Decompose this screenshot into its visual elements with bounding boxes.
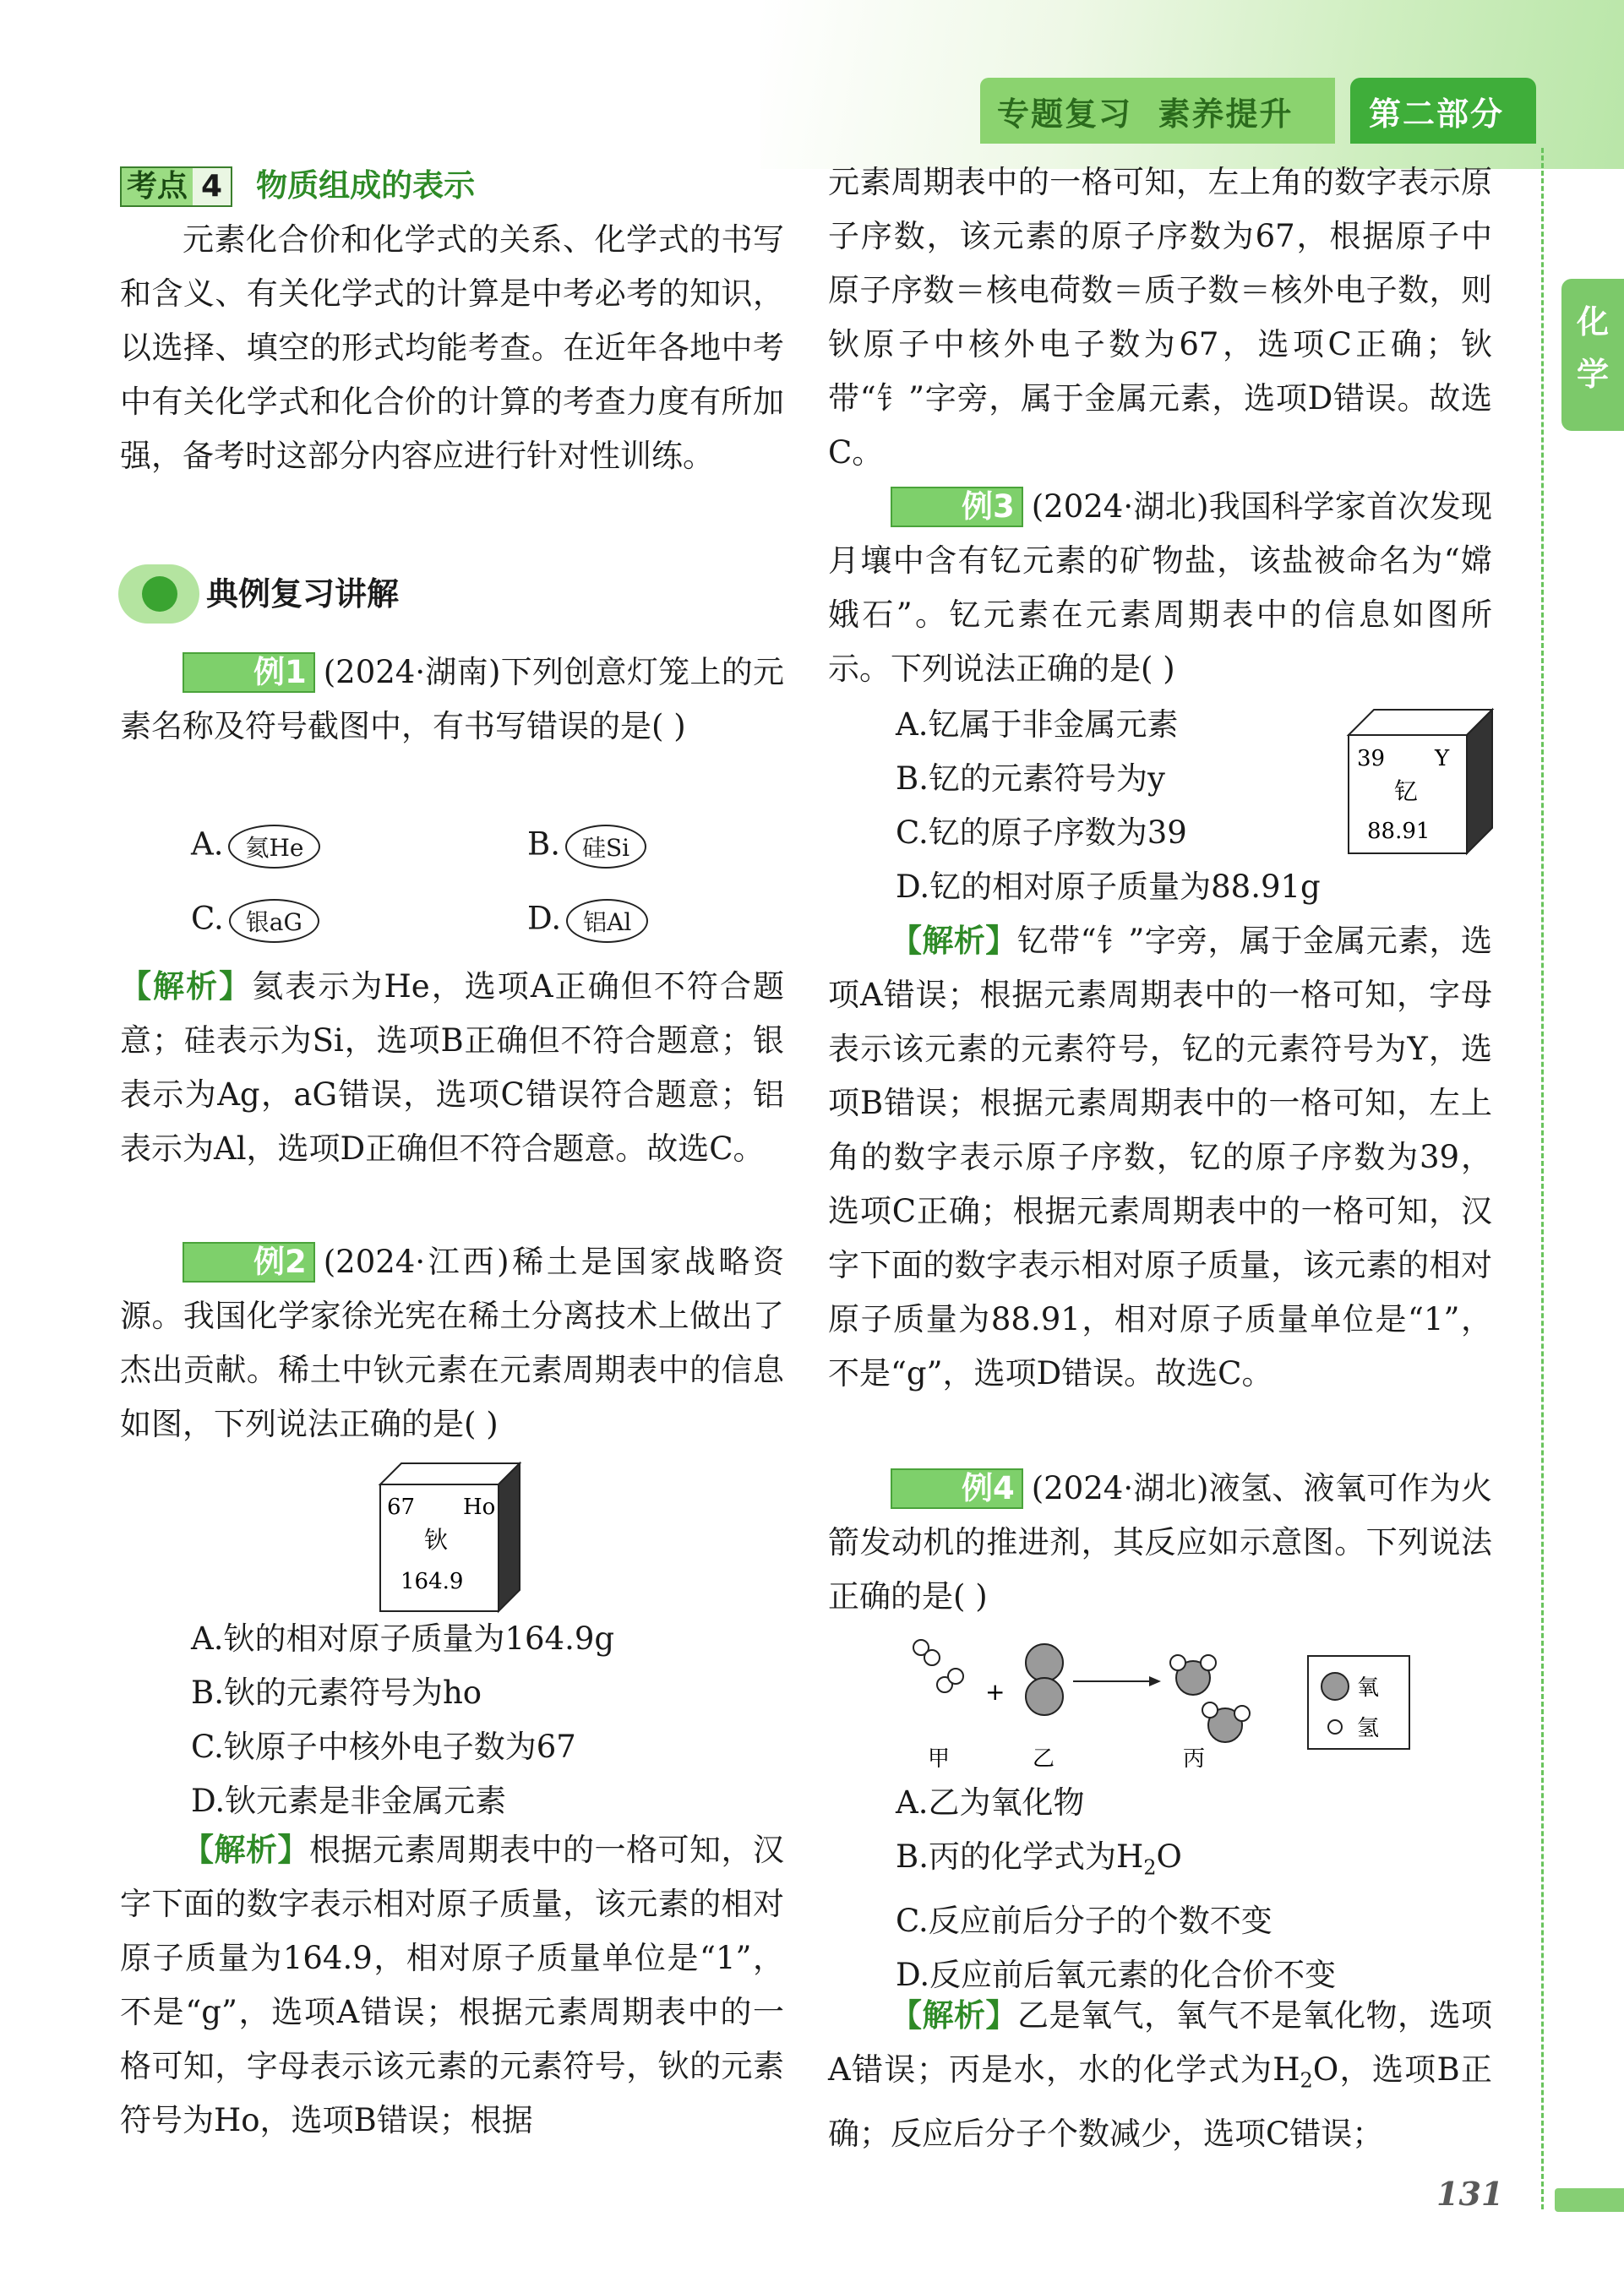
kaodian-badge <box>120 166 232 207</box>
ex4-analysis-pre: 乙是氧气，氧气不是氧化物，选项A错误；丙是水，水的化学式为H <box>828 1997 1492 2088</box>
ex2-option-d: D.钬元素是非金属元素 <box>191 1783 507 1819</box>
ex3-cell-number: 39 <box>1357 746 1386 771</box>
ex1-option-c <box>191 899 319 943</box>
ex3-label: 例3 <box>891 487 1023 527</box>
header-section-title: 专题复习 素养提升 <box>997 95 1294 133</box>
ex3-options <box>896 698 1335 914</box>
legend-oxygen-icon <box>1322 1673 1349 1700</box>
section-title: 典例复习讲解 <box>206 575 400 613</box>
ex1-analysis <box>120 960 784 1176</box>
header-part-title: 第二部分 <box>1369 95 1505 133</box>
ex1-analysis-paragraph <box>120 960 784 1176</box>
ex4-analysis <box>828 1989 1492 2161</box>
ex4-stem-text: (2024·湖北)液氢、液氧可作为火箭发动机的推进剂，其反应如示意图。下列说法正确的是( ) <box>828 1470 1492 1615</box>
legend-hydrogen-label: 氢 <box>1357 1716 1380 1741</box>
ex4-option-b <box>896 1830 1492 1894</box>
ex1-stem <box>120 645 784 754</box>
left-column <box>120 159 784 483</box>
ex1-option-a-letter: A. <box>191 825 224 863</box>
ex4-option-b-sub: 2 <box>1143 1855 1157 1880</box>
ex1-option-c-lantern: 银aG <box>229 899 319 943</box>
ex3-cell-name: 钇 <box>1394 777 1419 805</box>
ex3-analysis-label: 【解析】 <box>891 923 1017 959</box>
ex3-cell-symbol: Y <box>1435 746 1450 771</box>
ex2-option-b: B.钬的元素符号为ho <box>191 1675 482 1711</box>
ex2-options <box>191 1612 784 1828</box>
ex2-cell-name: 钬 <box>424 1526 449 1554</box>
example-3 <box>828 480 1492 696</box>
ex1-option-c-letter: C. <box>191 900 224 937</box>
ex1-option-b <box>527 825 646 869</box>
ex4-analysis-sub: 2 <box>1300 2068 1313 2093</box>
water-molecule-bing <box>1170 1655 1250 1742</box>
ex3-option-c: C.钇的原子序数为39 <box>896 814 1187 851</box>
ex3-option-b: B.钇的元素符号为y <box>896 760 1165 797</box>
ex2-analysis-label: 【解析】 <box>183 1832 309 1868</box>
ex1-stem-text: (2024·湖南)下列创意灯笼上的元素名称及符号截图中，有书写错误的是( ) <box>120 654 784 744</box>
margin-dashed-line <box>1541 148 1544 2209</box>
ex1-option-a <box>191 825 320 869</box>
ex4-option-d: D.反应前后氧元素的化合价不变 <box>896 1957 1337 1994</box>
ex3-stem <box>828 480 1492 696</box>
kaodian-heading <box>120 159 784 213</box>
kaodian-label: 考点 <box>122 168 193 205</box>
ex4-option-b-post: O <box>1156 1838 1182 1875</box>
plus-sign: + <box>985 1678 1005 1706</box>
hydrogen-molecule-jia <box>913 1640 963 1692</box>
ex3-element-cell <box>1340 701 1501 862</box>
label-yi: 乙 <box>1033 1746 1055 1772</box>
ex4-option-a: A.乙为氧化物 <box>896 1784 1085 1821</box>
ex2-option-c: C.钬原子中核外电子数为67 <box>191 1729 576 1765</box>
ex2-stem-text: (2024·江西)稀土是国家战略资源。我国化学家徐光宪在稀土分离技术上做出了杰出贡献。稀土中钬元素在元素周期表中的信息如图，下列说法正确的是( ) <box>120 1244 784 1442</box>
kaodian-title: 物质组成的表示 <box>256 167 476 204</box>
ex2-cell-number: 67 <box>387 1495 416 1520</box>
ex2-analysis-left-text: 根据元素周期表中的一格可知，汉字下面的数字表示相对原子质量，该元素的相对原子质量为164.9，相对原子质量单位是“1”，不是“g”，选项A错误；根据元素周期表中的一格可知，字母表示该元素的元素符号，钬的元素符号为Ho，选项B错误；根据 <box>120 1832 784 2138</box>
legend-oxygen-label: 氧 <box>1357 1675 1380 1701</box>
reaction-arrow <box>1073 1676 1161 1686</box>
ex3-stem-text: (2024·湖北)我国科学家首次发现月壤中含有钇元素的矿物盐，该盐被命名为“嫦娥石”。钇元素在元素周期表中的信息如图所示。下列说法正确的是( ) <box>828 488 1492 687</box>
ex2-cell-mass: 164.9 <box>401 1569 464 1594</box>
label-jia: 甲 <box>928 1746 951 1772</box>
subject-side-label: 化学 <box>1576 303 1609 393</box>
ex4-option-c: C.反应前后分子的个数不变 <box>896 1903 1272 1940</box>
ex2-analysis-left <box>120 1823 784 2148</box>
ex4-option-b-pre: B.丙的化学式为H <box>896 1838 1144 1875</box>
label-bing: 丙 <box>1183 1746 1206 1772</box>
ex2-element-cell <box>372 1455 524 1615</box>
ex4-options <box>896 1776 1492 2002</box>
ex2-stem <box>120 1235 784 1452</box>
ex2-analysis-right-text: 元素周期表中的一格可知，左上角的数字表示原子序数，该元素的原子序数为67，根据原子中原子序数＝核电荷数＝质子数＝核外电子数，则钬原子中核外电子数为67，选项C正确；钬带“钅”字旁，属于金属元素，选项D错误。故选C。 <box>828 164 1492 471</box>
ex4-stem <box>828 1462 1492 1624</box>
example-2 <box>120 1235 784 1452</box>
ex1-option-b-letter: B. <box>527 825 560 863</box>
ex4-analysis-paragraph <box>828 1989 1492 2161</box>
ex2-analysis-right <box>828 155 1492 480</box>
example-1 <box>120 645 784 754</box>
ex4-analysis-post: O，选项B正确；反应后分子个数减少，选项C错误； <box>828 2051 1492 2153</box>
ex1-analysis-text: 氦表示为He，选项A正确但不符合题意；硅表示为Si，选项B正确但不符合题意；银表示为Ag，aG错误，选项C错误符合题意；铝表示为Al，选项D正确但不符合题意。故选C。 <box>120 968 784 1167</box>
kaodian-number: 4 <box>201 169 223 204</box>
legend-hydrogen-icon <box>1328 1720 1342 1734</box>
ex2-option-a: A.钬的相对原子质量为164.9g <box>191 1620 615 1657</box>
ex1-option-d-lantern: 铝Al <box>566 899 648 943</box>
ex1-option-b-lantern: 硅Si <box>565 825 646 869</box>
footer-bar <box>1555 2188 1624 2212</box>
page-number: 131 <box>1436 2175 1504 2213</box>
example-4 <box>828 1462 1492 1624</box>
ex1-label: 例1 <box>183 652 315 693</box>
oxygen-molecule-yi <box>1026 1644 1063 1715</box>
ex1-option-d <box>527 899 648 943</box>
ex4-analysis-label: 【解析】 <box>891 1997 1017 2034</box>
ex1-option-d-letter: D. <box>527 900 562 937</box>
ex3-cell-mass: 88.91 <box>1367 819 1431 844</box>
ex3-option-d: D.钇的相对原子质量为88.91g <box>896 869 1321 905</box>
ex3-analysis-text: 钇带“钅”字旁，属于金属元素，选项A错误；根据元素周期表中的一格可知，字母表示该元素的元素符号，钇的元素符号为Y，选项B错误；根据元素周期表中的一格可知，左上角的数字表示原子序数，钇的原子序数为39，选项C正确；根据元素周期表中的一格可知，汉字下面的数字表示相对原子质量，该元素的相对原子质量为88.91，相对原子质量单位是“1”，不是“g”，选项D错误。故选C。 <box>828 923 1492 1392</box>
ex3-analysis <box>828 914 1492 1401</box>
ex2-analysis-paragraph <box>120 1823 784 2148</box>
ex3-option-a: A.钇属于非金属元素 <box>896 706 1179 743</box>
ex1-analysis-label: 【解析】 <box>120 968 253 1005</box>
ex2-label: 例2 <box>183 1242 315 1283</box>
leaf-icon <box>142 576 177 612</box>
ex2-cell-symbol: Ho <box>463 1495 496 1520</box>
ex3-analysis-paragraph <box>828 914 1492 1401</box>
ex1-option-a-lantern: 氦He <box>228 825 320 869</box>
legend-box <box>1308 1656 1409 1749</box>
ex4-label: 例4 <box>891 1468 1023 1509</box>
ex4-reaction-diagram <box>896 1631 1420 1774</box>
intro-paragraph: 元素化合价和化学式的关系、化学式的书写和含义、有关化学式的计算是中考必考的知识，以选择、填空的形式均能考查。在近年各地中考中有关化学式和化合价的计算的考查力度有所加强，备考时这部分内容应进行针对性训练。 <box>120 221 784 474</box>
